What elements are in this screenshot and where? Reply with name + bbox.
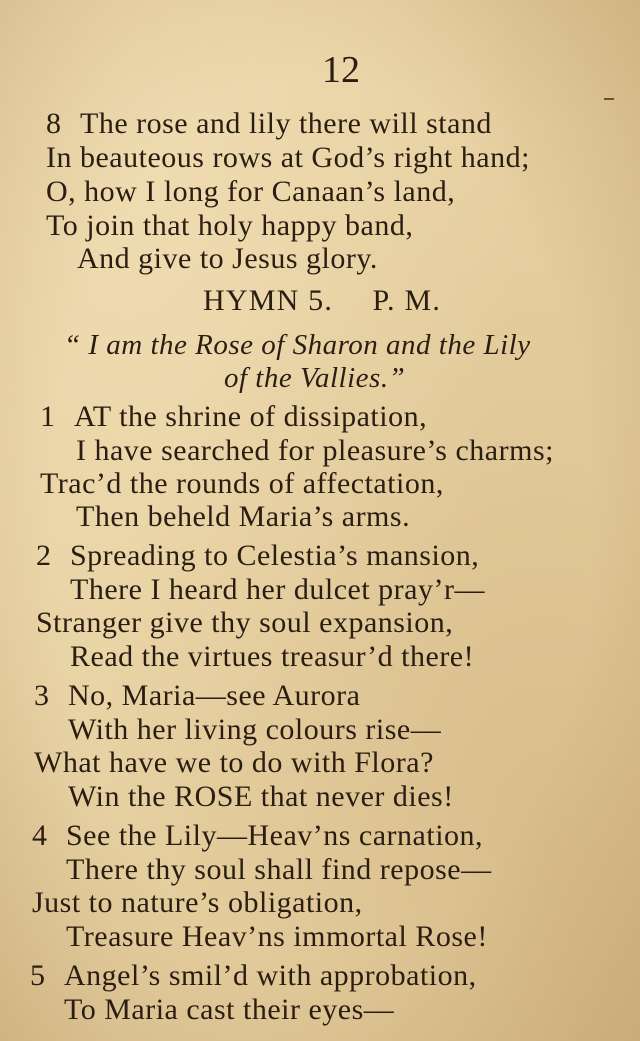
verse-line: AT the shrine of dissipation, — [74, 400, 428, 433]
verse-line: Then beheld Maria’s arms. — [76, 500, 411, 533]
stanza-number: 3 — [34, 679, 50, 712]
verse-line: Spreading to Celestia’s mansion, — [70, 539, 480, 572]
verse-line: To join that holy happy band, — [46, 209, 414, 242]
verse-line: There thy soul shall find repose— — [66, 853, 492, 886]
verse-line: I have searched for pleasure’s charms; — [76, 434, 554, 467]
verse-line: Win the ROSE that never dies! — [68, 780, 454, 813]
stanza-number: 4 — [32, 819, 48, 852]
verse-line: The rose and lily there will stand — [80, 107, 492, 140]
verse-line: In beauteous rows at God’s right hand; — [46, 141, 530, 174]
hymn-title: HYMN 5. — [203, 284, 334, 317]
verse-line: No, Maria—see Aurora — [68, 679, 361, 712]
verse-line: Treasure Heav’ns immortal Rose! — [66, 920, 488, 953]
verse-line: To Maria cast their eyes— — [64, 993, 395, 1026]
margin-mark — [604, 98, 614, 100]
verse-line: What have we to do with Flora? — [34, 746, 434, 779]
hymn-meter: P. M. — [372, 284, 442, 317]
epigraph-line: “ I am the Rose of Sharon and the Lily — [64, 329, 531, 361]
verse-line: Read the virtues treasur’d there! — [70, 640, 475, 673]
stanza-number: 1 — [40, 400, 56, 433]
verse-line: Stranger give thy soul expansion, — [36, 606, 454, 639]
stanza-number: 2 — [36, 539, 52, 572]
stanza-number: 8 — [46, 107, 62, 140]
verse-line: Just to nature’s obligation, — [32, 886, 363, 919]
page-number: 12 — [322, 49, 360, 91]
verse-line: And give to Jesus glory. — [77, 242, 378, 275]
verse-line: O, how I long for Canaan’s land, — [46, 175, 456, 208]
epigraph-line: of the Vallies.” — [224, 362, 406, 394]
verse-line: Angel’s smil’d with approbation, — [64, 959, 477, 992]
verse-line: There I heard her dulcet pray’r— — [70, 573, 485, 606]
verse-line: Trac’d the rounds of affectation, — [40, 467, 444, 500]
hymn-heading — [203, 285, 441, 317]
verse-line: See the Lily—Heav’ns carnation, — [66, 819, 484, 852]
verse-line: With her living colours rise— — [68, 713, 442, 746]
stanza-number: 5 — [30, 959, 46, 992]
